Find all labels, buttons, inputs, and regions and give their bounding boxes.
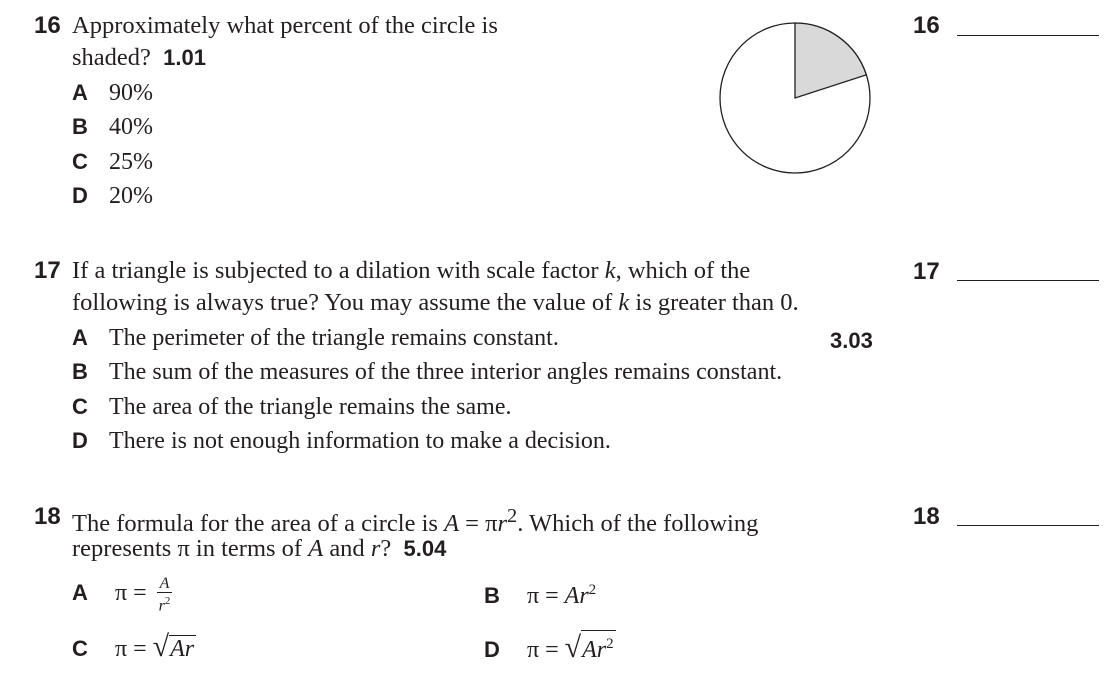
den-exponent: 2 (164, 595, 171, 607)
option-letter: C (72, 394, 88, 419)
option-letter: A (72, 80, 88, 105)
fraction-denominator (157, 593, 173, 614)
answer-number: 17 (913, 258, 940, 285)
option-lhs: π = (115, 580, 147, 607)
stem-text: The formula for the area of a circle is (72, 510, 445, 538)
option-b[interactable] (72, 114, 153, 141)
fraction-numerator: A (157, 575, 173, 593)
radical-sign: √ (564, 631, 582, 664)
variable-a: A (444, 510, 460, 538)
square-root (153, 630, 196, 664)
option-text: 40% (109, 114, 153, 140)
variable-r: r (370, 535, 381, 562)
fraction (157, 575, 173, 614)
option-text: 90% (109, 80, 153, 106)
option-text: The perimeter of the triangle remains constant. (109, 325, 559, 351)
radical-sign: √ (152, 630, 170, 663)
radicand-exponent: 2 (606, 636, 614, 652)
option-letter: B (484, 583, 500, 608)
option-letter: D (72, 428, 88, 453)
option-text: There is not enough information to make a decision. (109, 428, 611, 454)
stem-line-2: shaded? (72, 44, 151, 71)
option-body: Ar (564, 583, 589, 609)
variable-a: A (308, 535, 324, 562)
option-c[interactable] (72, 394, 511, 421)
option-letter: B (72, 114, 88, 139)
square-root (565, 630, 616, 665)
stem-text: is greater than 0. (629, 289, 799, 316)
stem-text: If a triangle is subjected to a dilation with scale factor (72, 257, 605, 284)
equals-pi: = π (459, 510, 498, 538)
answer-blank[interactable] (957, 525, 1099, 526)
question-number: 17 (34, 257, 61, 284)
option-lhs: π = (527, 637, 559, 663)
variable-k: k (604, 257, 616, 284)
stem-text: . Which of the following (517, 510, 759, 538)
standard-tag: 5.04 (403, 536, 447, 561)
option-c[interactable] (72, 149, 153, 176)
option-b[interactable] (72, 359, 782, 386)
answer-number: 16 (913, 12, 940, 39)
variable-r: r (497, 510, 508, 538)
stem-text: following is always true? You may assume the value of (72, 289, 619, 316)
option-exponent: 2 (588, 582, 597, 598)
radicand (581, 630, 616, 663)
standard-tag: 1.01 (163, 45, 206, 70)
den-var: r (158, 597, 165, 615)
option-letter: A (72, 580, 88, 606)
exponent: 2 (507, 505, 518, 527)
option-letter: D (484, 637, 500, 662)
question-stem-line-2 (72, 533, 446, 565)
option-text: 20% (109, 183, 153, 209)
shaded-circle-figure (718, 21, 874, 177)
option-letter: C (72, 149, 88, 174)
option-text: 25% (109, 149, 153, 175)
question-stem (72, 10, 498, 42)
option-lhs: π = (115, 636, 147, 662)
stem-text: and (323, 535, 371, 562)
question-stem-line-1 (72, 255, 750, 287)
option-a[interactable] (72, 325, 559, 352)
stem-text: ? (380, 535, 392, 562)
option-a[interactable] (72, 80, 153, 107)
answer-blank[interactable] (957, 35, 1099, 36)
question-stem-line-2 (72, 42, 206, 74)
option-text: The area of the triangle remains the same. (109, 394, 512, 420)
option-c[interactable] (72, 630, 196, 664)
question-stem-line-2 (72, 287, 799, 319)
radicand-body: Ar (582, 637, 607, 663)
option-d[interactable] (484, 630, 616, 665)
radicand: Ar (170, 636, 195, 662)
stem-text: represents π in terms of (72, 535, 309, 562)
answer-number: 18 (913, 503, 940, 530)
standard-tag: 3.03 (830, 328, 873, 353)
option-lhs: π = (527, 583, 559, 609)
question-number: 18 (34, 503, 61, 530)
stem-text: , which of the (615, 257, 751, 284)
option-a[interactable] (72, 575, 172, 614)
option-letter: C (72, 636, 88, 661)
option-letter: B (72, 359, 88, 384)
question-number: 16 (34, 12, 61, 39)
option-b[interactable] (484, 582, 596, 610)
variable-k: k (618, 289, 630, 316)
option-d[interactable] (72, 428, 611, 455)
option-d[interactable] (72, 183, 153, 210)
answer-blank[interactable] (957, 280, 1099, 281)
option-letter: A (72, 325, 88, 350)
option-text: The sum of the measures of the three interior angles remains constant. (109, 359, 783, 385)
stem-line-1: Approximately what percent of the circle is (72, 12, 498, 39)
option-letter: D (72, 183, 88, 208)
